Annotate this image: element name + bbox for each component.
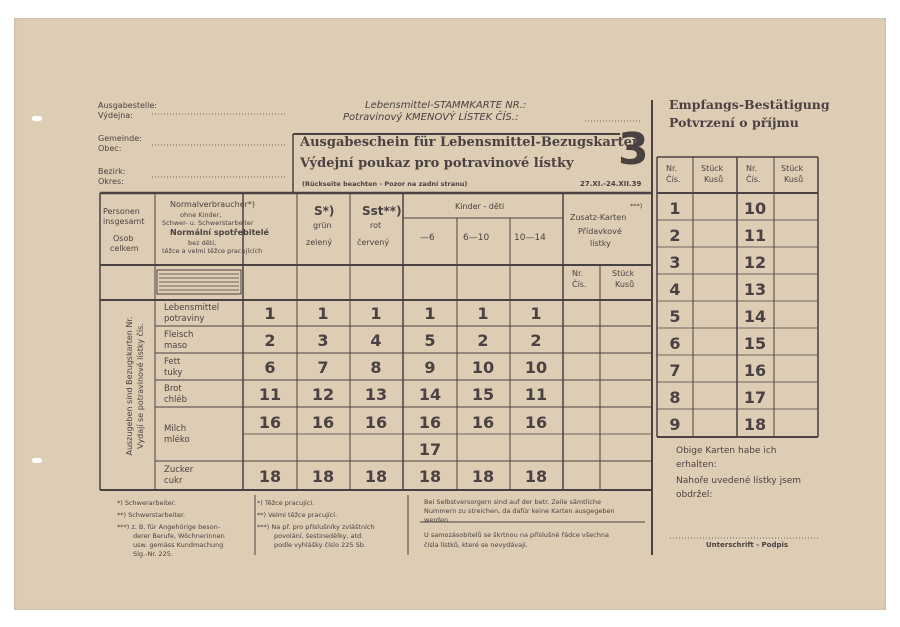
footnote-cz-3b: povolání, šestinedělky, atd. (274, 532, 364, 540)
row-label-cz: tuky (164, 368, 183, 378)
normal-cz-sub1: bez dětí, (188, 239, 217, 247)
coupon-number: 18 (258, 467, 282, 486)
coupon-number: 12 (311, 385, 335, 404)
receipt-number: 1 (669, 199, 681, 218)
receipt-number: 4 (669, 280, 681, 299)
zusatz-de: Zusatz-Karten (570, 213, 627, 222)
normal-de-sub1: ohne Kinder, (180, 211, 222, 219)
receipt-col-cis: Čís. (666, 175, 681, 184)
coupon-number: 10 (471, 358, 495, 377)
footnote-de-3b: derer Berufe, Wöchnerinnen (133, 532, 225, 540)
celkem-label: celkem (110, 244, 139, 253)
footnote-cz-2: **) Velmi těžce pracující. (257, 511, 338, 519)
zusatz-cis: Čís. (572, 280, 587, 289)
receipt-number: 18 (743, 415, 767, 434)
normal-de-sub2: Schwer- u. Schwerstarbeiter (162, 219, 254, 227)
sst-column-cz: červený (357, 238, 390, 247)
receipt-number: 15 (743, 334, 767, 353)
footnote-de-3c: usw. gemäss Kundmachung (133, 541, 224, 549)
obec-label: Obec: (98, 144, 122, 153)
stammkarte-label: Lebensmittel-STAMMKARTE NR.: (365, 100, 527, 111)
coupon-number: 1 (477, 304, 489, 323)
receipt-number: 9 (669, 415, 681, 434)
signature-label: Unterschrift - Podpis (706, 541, 789, 549)
okres-label: Okres: (98, 177, 124, 186)
coupon-number: 14 (418, 385, 442, 404)
coupon-number: 16 (471, 413, 495, 432)
receipt-number: 8 (669, 388, 681, 407)
row-label-de: Brot (164, 384, 182, 394)
receipt-number: 6 (669, 334, 681, 353)
receipt-col-nr: Nr. (666, 164, 678, 173)
coupon-number: 13 (364, 385, 388, 404)
coupon-number: 18 (418, 467, 442, 486)
coupon-number: 4 (370, 331, 382, 350)
coupon-number: 1 (317, 304, 329, 323)
coupon-number: 7 (317, 358, 329, 377)
coupon-number: 10 (524, 358, 548, 377)
normal-de: Normalverbraucher*) (170, 200, 256, 209)
coupon-number: 1 (370, 304, 382, 323)
ausgabestelle-label: Ausgabestelle: (98, 101, 157, 110)
age-group: 6—10 (463, 233, 490, 243)
coupon-number: 18 (364, 467, 388, 486)
coupon-number: 16 (311, 413, 335, 432)
confirm-de-line2: erhalten: (676, 460, 717, 470)
row-label-cz: potraviny (164, 314, 205, 324)
self-supplier-cz-1: U samozásobitelů se škrtnou na příslušné řádce všechna (424, 531, 609, 539)
row-label-de: Fett (164, 357, 181, 367)
zusatz-cz: Přídavkové (578, 227, 622, 236)
self-supplier-de-3: werden. (424, 516, 451, 524)
row-label-de: Zucker (164, 465, 194, 475)
footnote-cz-3a: ***) Na př. pro příslušníky zvláštních (257, 523, 375, 531)
normal-cz-sub2: těžce a velmi těžce pracujících (162, 247, 263, 255)
coupon-number: 2 (477, 331, 489, 350)
self-supplier-de-1: Bei Selbstversorgern sind auf der betr. Zeile sämtliche (424, 498, 602, 506)
coupon-number: 16 (258, 413, 282, 432)
coupon-number: 2 (530, 331, 542, 350)
s-column-cz: zelený (306, 238, 333, 247)
footnote-de-1: *) Schwerarbeiter. (117, 499, 176, 507)
footnote-cz-1: *) Těžce pracující. (257, 499, 315, 507)
receipt-col-cis: Čís. (746, 175, 761, 184)
footnote-de-2: **) Schwerstarbeiter. (117, 511, 186, 519)
confirm-cz-line1: Nahoře uvedené lístky jsem (676, 476, 802, 486)
receipt-title-de: Empfangs-Bestätigung (669, 97, 830, 112)
zusatz-kusu: Kusů (615, 280, 635, 289)
coupon-number: 5 (424, 331, 436, 350)
coupon-number: 1 (264, 304, 276, 323)
coupon-number-extra: 17 (418, 440, 442, 459)
bezirk-label: Bezirk: (98, 167, 126, 176)
coupon-number: 11 (524, 385, 548, 404)
coupon-number: 3 (317, 331, 329, 350)
coupon-number: 18 (471, 467, 495, 486)
personen-label: Personen (103, 207, 140, 216)
receipt-number: 14 (743, 307, 767, 326)
s-column-de: grün (313, 221, 332, 230)
receipt-col-nr: Nr. (746, 164, 758, 173)
footnote-cz-3c: podle vyhlášky číslo 225 Sb. (274, 541, 366, 549)
validity-period: 27.XI.-24.XII.39 (580, 180, 642, 188)
coupon-number: 15 (471, 385, 495, 404)
reverse-note: (Rückseite beachten - Pozor na zadní stranu) (302, 180, 468, 188)
row-label-de: Milch (164, 424, 187, 434)
receipt-number: 16 (743, 361, 767, 380)
footnote-de-3a: ***) z. B. für Angehörige beson- (117, 523, 221, 531)
receipt-col-kusu: Kusů (784, 175, 804, 184)
coupon-number: 16 (524, 413, 548, 432)
footnote-de-3d: Slg.-Nr. 225. (133, 550, 174, 558)
kinder-label: Kinder - děti (455, 202, 505, 211)
s-column-head: S*) (314, 204, 335, 218)
coupon-number: 1 (530, 304, 542, 323)
page-title-de: Ausgabeschein für Lebensmittel-Bezugskarten (300, 135, 642, 150)
zusatz-stuck: Stück (612, 269, 635, 278)
row-label-cz: chléb (164, 395, 188, 405)
zusatz-cz2: lístky (590, 239, 611, 248)
row-label-cz: mléko (164, 435, 190, 445)
receipt-number: 5 (669, 307, 681, 326)
zusatz-nr: Nr. (572, 269, 584, 278)
confirm-cz-line2: obdržel: (676, 490, 713, 500)
coupon-number: 2 (264, 331, 276, 350)
coupon-number: 16 (418, 413, 442, 432)
card-period-number: 3 (618, 124, 649, 175)
receipt-number: 11 (743, 226, 767, 245)
self-supplier-de-2: Nummern zu streichen, da dafür keine Karten ausgegeben (424, 507, 615, 515)
row-label-cz: maso (164, 341, 188, 351)
receipt-col-stuck: Stück (781, 164, 804, 173)
row-label-de: Lebensmittel (164, 303, 220, 313)
receipt-number: 3 (669, 253, 681, 272)
receipt-number: 12 (743, 253, 767, 272)
receipt-number: 2 (669, 226, 681, 245)
sst-column-head: Sst**) (362, 204, 402, 218)
kmenovy-label: Potravinový KMENOVÝ LÍSTEK ČÍS.: (343, 112, 519, 123)
coupon-number: 18 (311, 467, 335, 486)
receipt-col-stuck: Stück (701, 164, 724, 173)
side-label-de: Auszugeben sind Bezugskarten Nr. (125, 316, 134, 456)
coupon-number: 9 (424, 358, 436, 377)
zusatz-stars: ***) (630, 202, 643, 210)
osob-label: Osob (113, 234, 134, 243)
receipt-number: 7 (669, 361, 681, 380)
vydejna-label: Výdejna: (98, 111, 133, 120)
row-label-de: Fleisch (164, 330, 194, 340)
insgesamt-label: insgesamt (103, 217, 145, 226)
normal-cz: Normální spotřebitelé (170, 228, 269, 237)
row-label-cz: cukr (164, 476, 183, 486)
coupon-number: 8 (370, 358, 382, 377)
receipt-number: 10 (743, 199, 767, 218)
coupon-number: 18 (524, 467, 548, 486)
side-label-cz: Vydají se potravinové lístky čís. (136, 323, 145, 449)
receipt-number: 13 (743, 280, 767, 299)
age-group: —6 (420, 233, 435, 243)
coupon-number: 16 (364, 413, 388, 432)
sst-column-de: rot (370, 221, 382, 230)
receipt-number: 17 (743, 388, 767, 407)
receipt-title-cz: Potvrzení o příjmu (669, 115, 799, 130)
receipt-col-kusu: Kusů (704, 175, 724, 184)
confirm-de-line1: Obige Karten habe ich (676, 446, 777, 456)
page-title-cz: Výdejní poukaz pro potravinové lístky (300, 156, 574, 171)
age-group: 10—14 (514, 233, 546, 243)
coupon-number: 11 (258, 385, 282, 404)
gemeinde-label: Gemeinde: (98, 134, 142, 143)
coupon-number: 1 (424, 304, 436, 323)
self-supplier-cz-2: čísla lístků, které se nevydávají. (424, 541, 528, 549)
coupon-number: 6 (264, 358, 276, 377)
